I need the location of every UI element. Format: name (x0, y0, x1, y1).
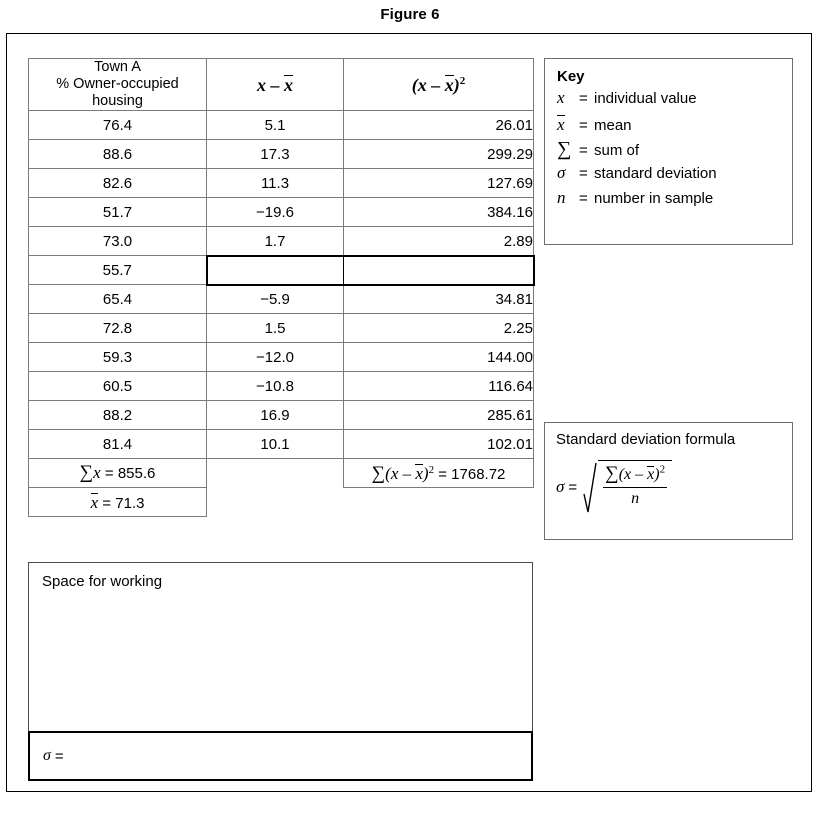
cell-deviation-squared: 384.16 (344, 198, 534, 227)
sigma-symbol: σ (556, 477, 565, 496)
answer-box[interactable] (28, 731, 533, 781)
fraction-denominator: n (631, 490, 640, 507)
cell-deviation-squared: 26.01 (344, 111, 534, 140)
cell-value: 81.4 (29, 430, 207, 459)
table-row (29, 372, 534, 401)
cell-deviation-squared: 34.81 (344, 285, 534, 314)
column-header-town-a: Town A % Owner-occupied housing (29, 59, 207, 111)
cell-deviation: 5.1 (207, 111, 344, 140)
sigma-symbol: σ (557, 163, 566, 182)
table-row (29, 314, 534, 343)
key-item-individual-value (557, 88, 792, 113)
fraction-numerator: ∑(x – x)$^2$ (603, 462, 667, 488)
page-title: Figure 6 (380, 6, 440, 23)
key-item-sample-size (557, 188, 792, 213)
radical-sign-icon (583, 460, 599, 514)
cell-deviation: −5.9 (207, 285, 344, 314)
equals-sign: = (579, 190, 588, 207)
formula-expression (556, 460, 792, 514)
equals-sign: = (579, 117, 588, 134)
x-symbol: x (557, 88, 565, 107)
table-row (29, 111, 534, 140)
key-item-label: sum of (594, 142, 640, 159)
empty-cell (207, 488, 344, 517)
cell-value: 59.3 (29, 343, 207, 372)
cell-deviation-squared: 144.00 (344, 343, 534, 372)
table-row-incomplete (29, 256, 534, 285)
formula-title: Standard deviation formula (556, 431, 736, 448)
table-row (29, 401, 534, 430)
cell-deviation: −12.0 (207, 343, 344, 372)
table-row-mean (29, 488, 534, 517)
key-box (544, 58, 793, 245)
sigma-summation-symbol: ∑ (557, 138, 572, 160)
key-item-label: individual value (594, 90, 697, 107)
cell-deviation: 16.9 (207, 401, 344, 430)
working-space-label: Space for working (42, 573, 163, 590)
table-body (29, 111, 534, 517)
table-row (29, 285, 534, 314)
cell-value: 73.0 (29, 227, 207, 256)
input-cell-deviation[interactable] (207, 256, 344, 285)
formula-box (544, 422, 793, 540)
key-title: Key (557, 68, 585, 85)
key-item-label: number in sample (594, 190, 714, 207)
cell-deviation-squared: 299.29 (344, 140, 534, 169)
table-row (29, 430, 534, 459)
cell-deviation: −19.6 (207, 198, 344, 227)
table-header-row (29, 59, 534, 111)
table-row (29, 169, 534, 198)
cell-deviation: 10.1 (207, 430, 344, 459)
sigma-symbol: σ (43, 747, 51, 764)
empty-cell (344, 488, 534, 517)
cell-deviation-squared: 102.01 (344, 430, 534, 459)
equals-sign: = (54, 747, 64, 765)
key-item-sum-of (557, 138, 792, 163)
figure-frame (6, 33, 812, 792)
cell-deviation: 1.5 (207, 314, 344, 343)
cell-deviation: −10.8 (207, 372, 344, 401)
sum-x-cell: ∑x = 855.6 (29, 459, 207, 488)
table-row (29, 198, 534, 227)
fraction (598, 460, 672, 514)
table-row (29, 227, 534, 256)
cell-deviation-squared: 127.69 (344, 169, 534, 198)
cell-deviation-squared: 2.25 (344, 314, 534, 343)
n-symbol: n (557, 188, 566, 207)
cell-value: 76.4 (29, 111, 207, 140)
cell-deviation-squared: 285.61 (344, 401, 534, 430)
input-cell-deviation-squared[interactable] (344, 256, 534, 285)
cell-value: 51.7 (29, 198, 207, 227)
cell-value: 60.5 (29, 372, 207, 401)
key-item-standard-deviation (557, 163, 792, 188)
cell-value: 88.6 (29, 140, 207, 169)
cell-value: 55.7 (29, 256, 207, 285)
x-bar-symbol: x (557, 115, 565, 134)
table-row-sum (29, 459, 534, 488)
column-header-deviation-squared: (x – x)$^2$ (344, 59, 534, 111)
mean-cell: x = 71.3 (29, 488, 207, 517)
square-root-expression (583, 460, 672, 514)
equals-sign: = (579, 142, 588, 159)
column-header-deviation: x – x (207, 59, 344, 111)
key-item-label: mean (594, 117, 632, 134)
cell-deviation: 1.7 (207, 227, 344, 256)
key-item-mean (557, 113, 792, 138)
equals-sign: = (568, 478, 578, 496)
cell-deviation: 17.3 (207, 140, 344, 169)
cell-value: 82.6 (29, 169, 207, 198)
working-space-box[interactable] (28, 562, 533, 732)
table-row (29, 343, 534, 372)
empty-cell (207, 459, 344, 488)
sum-squared-cell: ∑(x – x)$^2$ = 1768.72 (344, 459, 534, 488)
cell-deviation-squared: 116.64 (344, 372, 534, 401)
cell-deviation: 11.3 (207, 169, 344, 198)
cell-value: 65.4 (29, 285, 207, 314)
equals-sign: = (579, 90, 588, 107)
table-row (29, 140, 534, 169)
cell-value: 72.8 (29, 314, 207, 343)
cell-value: 88.2 (29, 401, 207, 430)
statistics-table (28, 58, 535, 517)
equals-sign: = (579, 165, 588, 182)
cell-deviation-squared: 2.89 (344, 227, 534, 256)
key-item-label: standard deviation (594, 165, 717, 182)
